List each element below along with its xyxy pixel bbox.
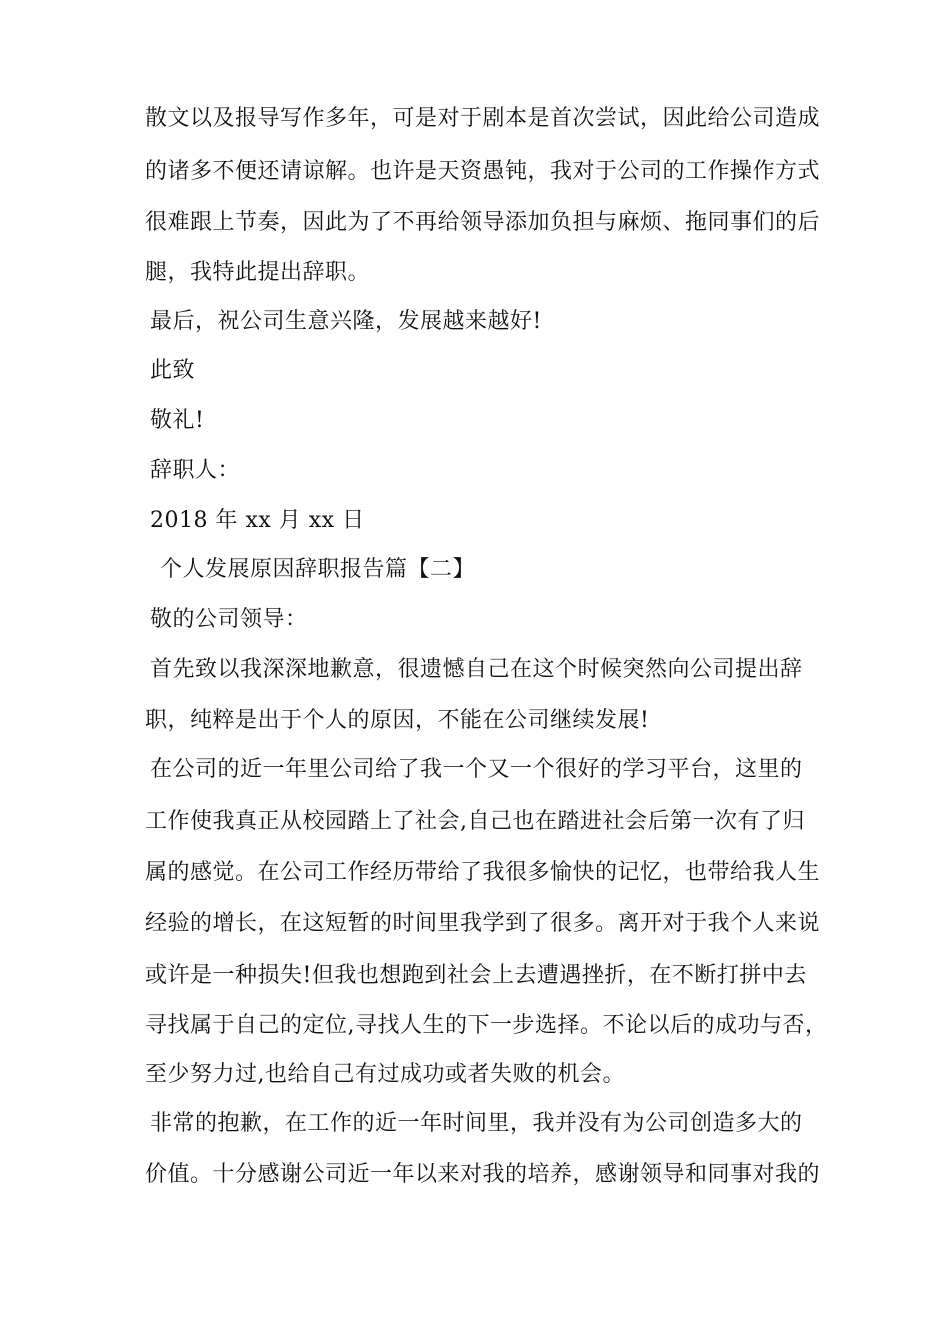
section-heading: 个人发展原因辞职报告篇【二】 xyxy=(160,557,476,582)
signature-label: 辞职人： xyxy=(150,458,241,483)
letter-greeting: 敬的公司领导： xyxy=(150,607,308,632)
closing-wish: 最后，祝公司生意兴隆，发展越来越好! xyxy=(150,309,542,334)
body-text-line: 职，纯粹是出于个人的原因，不能在公司继续发展! xyxy=(145,708,650,733)
body-text-line: 属的感觉。在公司工作经历带给了我很多愉快的记忆，也带给我人生 xyxy=(145,860,821,885)
body-text-line: 价值。十分感谢公司近一年以来对我的培养，感谢领导和同事对我的 xyxy=(145,1162,821,1187)
body-text-line: 工作使我真正从校园踏上了社会,自己也在踏进社会后第一次有了归 xyxy=(145,809,805,834)
body-text-line: 非常的抱歉，在工作的近一年时间里，我并没有为公司创造多大的 xyxy=(150,1111,803,1136)
body-text-line: 腿，我特此提出辞职。 xyxy=(145,260,371,285)
date-line: 2018 年 xx 月 xx 日 xyxy=(150,508,365,533)
body-text-line: 散文以及报导写作多年，可是对于剧本是首次尝试，因此给公司造成 xyxy=(145,106,821,131)
salutation-regards: 敬礼! xyxy=(150,408,205,433)
salutation-closing: 此致 xyxy=(150,358,196,383)
body-text-line: 或许是一种损失!但我也想跑到社会上去遭遇挫折，在不断打拼中去 xyxy=(145,963,807,988)
body-text-line: 在公司的近一年里公司给了我一个又一个很好的学习平台，这里的 xyxy=(150,757,803,782)
body-text-line: 至少努力过,也给自己有过成功或者失败的机会。 xyxy=(145,1062,625,1087)
body-text-line: 首先致以我深深地歉意，很遗憾自己在这个时候突然向公司提出辞 xyxy=(150,657,803,682)
body-text-line: 经验的增长，在这短暂的时间里我学到了很多。离开对于我个人来说 xyxy=(145,911,821,936)
body-text-line: 寻找属于自己的定位,寻找人生的下一步选择。不论以后的成功与否， xyxy=(145,1013,828,1038)
body-text-line: 的诸多不便还请谅解。也许是天资愚钝，我对于公司的工作操作方式 xyxy=(145,159,821,184)
body-text-line: 很难跟上节奏，因此为了不再给领导添加负担与麻烦、拖同事们的后 xyxy=(145,210,821,235)
